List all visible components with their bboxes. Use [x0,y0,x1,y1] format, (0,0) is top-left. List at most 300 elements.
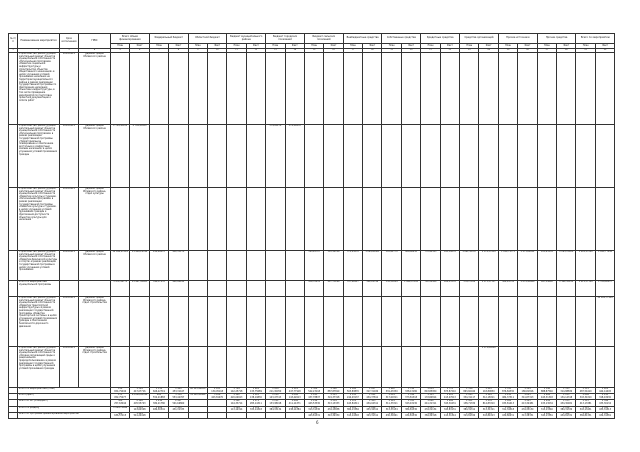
column-index: 25 [498,49,517,53]
value-cell: 459,35451 [304,281,323,297]
value-cell [576,297,595,347]
value-cell: 815,59076 [440,251,459,281]
total-value-cell: 1 340 433,30134 [595,400,614,406]
value-cell [266,251,285,281]
value-cell [537,188,556,251]
value-cell [460,188,479,251]
total-value-cell: 1 034 433,13034 [537,400,556,406]
value-cell [130,188,149,251]
sub-header-plan: План [421,44,440,49]
value-cell [266,347,285,388]
value-cell [169,188,188,251]
value-cell: 422,90242 [169,281,188,297]
total-value-cell: 1 013 413,07013 [440,394,459,400]
value-cell: 390,37035 [149,281,168,297]
total-value-cell: 150 654,79040 [111,388,130,394]
measure-grbs: Администрация Обливского района [79,251,111,281]
total-value-cell: 1 843 384,30318 [421,412,440,418]
value-cell [498,188,517,251]
value-cell [188,297,207,347]
total-value-cell: 1 383 434,04311 [363,400,382,406]
value-cell: 374,18476 [285,125,304,188]
value-cell [207,53,226,125]
column-index: 3 [60,49,79,53]
value-cell: 1 064,97318 [401,281,420,297]
value-cell [479,297,498,347]
column-index: 27 [537,49,556,53]
total-value-cell: 1 778 873,87210 [440,388,459,394]
value-cell [111,53,130,125]
total-value-cell: 1 343 313,31311 [479,406,498,412]
measure-grbs: Администрация Обливского района, отдел строительства [79,297,111,347]
value-cell [576,188,595,251]
value-cell: 850,13335 [440,281,459,297]
value-cell: 1 293,13480 [557,251,576,281]
value-cell [363,125,382,188]
value-cell [149,188,168,251]
total-value-cell: 1 382 144,33714 [227,400,246,406]
measure-term: 2019-2021 [60,53,79,125]
header-row [9,34,615,44]
total-value-cell: 1 101 420,09913 [227,394,246,400]
total-label: Итого по разделу [18,406,111,412]
value-cell: 11 446,29594 [130,251,149,281]
value-cell [421,188,440,251]
value-cell: 395,28707 [304,251,323,281]
column-header: № п/п [9,34,18,49]
sub-header-plan: План [227,44,246,49]
value-cell [440,347,459,388]
sub-header-fact: Факт [479,44,498,49]
value-cell [246,53,265,125]
column-index: 5 [111,49,130,53]
measure-description: Строительство, реконструкция, капитальный ремонт объектов муниципальной собственности «Развитие физической культуры и спорта» в рамках реализации государственной программы в целях улучшения условий проживания [18,251,60,281]
value-cell [304,297,323,347]
value-cell [382,125,401,188]
value-cell [304,53,323,125]
total-value-cell: 1 114 447,77918 [285,388,304,394]
column-group-header: Всего объем финансирования [111,34,150,44]
total-value-cell: 2 417 591,66860 [169,400,188,406]
column-group-header: Собственные средства [382,34,421,44]
measure-description: Строительство, реконструкция, капитальный ремонт объектов муниципальной собственности «Региональная программа» в рамках реализации государственной программы «Территориальное планирование и обеспечение доступным и комфортным жильем населения» в целях улучшения условий проживания граждан [18,125,60,188]
measure-description: Строительство, реконструкция, капитальный ремонт объектов муниципальной собственности «Региональная программа» «Развитие социальной инфраструктуры и строительство объектов общественного назначения» в целях улучшения условий проживания населения на территории муниципального района в рамках реализации государственной программы по обеспечению населения объектами инфраструктуры, в том числе проведение мероприятий по подготовке проектной документации и оплате работ [18,53,60,125]
column-header: Срок исполнения [60,34,79,49]
column-group-header: Прочие средства [537,34,576,44]
value-cell [169,53,188,125]
value-cell: 1 411,37348 [576,281,595,297]
total-value-cell: 82 123,48950 [188,388,207,394]
value-cell [401,53,420,125]
value-cell [343,188,362,251]
value-cell [343,297,362,347]
total-value-cell: 1 384 113,14314 [227,406,246,412]
sub-header-fact: Факт [363,44,382,49]
value-cell [557,297,576,347]
total-value-cell: 1 343 313,13340 [537,406,556,412]
value-cell [227,281,246,297]
total-value-cell: 1 313 324,37318 [324,394,343,400]
total-value-cell: 1 584 503,83870 [343,388,362,394]
sub-header-fact: Факт [324,44,343,49]
value-cell [440,125,459,188]
column-index: 13 [266,49,285,53]
column-header: Наименование мероприятия [18,34,60,49]
total-value-cell: 1 014 317,60311 [382,394,401,400]
total-value-cell: 1 314 373,81318 [401,394,420,400]
value-cell [440,188,459,251]
total-value-cell: 1 343 384,81330 [401,406,420,412]
sub-header-fact: Факт [169,44,188,49]
table-row [9,347,615,388]
value-cell [304,125,323,188]
total-value-cell: 1 134 384,31330 [557,406,576,412]
total-value-cell: 1 313 343,13431 [576,406,595,412]
total-value-cell: 1 134 431,31333 [169,406,188,412]
value-cell [518,125,537,188]
total-value-cell: 1 141 311,33311 [382,400,401,406]
value-cell [188,347,207,388]
value-cell [227,347,246,388]
column-index: 21 [421,49,440,53]
value-cell [246,347,265,388]
value-cell [382,297,401,347]
value-cell [421,347,440,388]
column-index: 11 [227,49,246,53]
value-cell [130,297,149,347]
total-value-cell: 1 210 382,21780 [149,400,168,406]
value-cell: 1 461,17090 [576,251,595,281]
total-value-cell: 1 343 311,34318 [498,406,517,412]
table-row [9,281,615,297]
value-cell [111,297,130,347]
value-cell: 352,56529 [382,281,401,297]
value-cell [207,188,226,251]
sub-header-plan: План [537,44,556,49]
value-cell [285,347,304,388]
value-cell [557,188,576,251]
sub-header-plan: План [266,44,285,49]
value-cell [266,297,285,347]
value-cell [149,53,168,125]
value-cell: 376,17058 [460,281,479,297]
value-cell [285,251,304,281]
sub-header-plan: План [188,44,207,49]
value-cell: 735,44343 [421,251,440,281]
value-cell [557,347,576,388]
value-cell [518,53,537,125]
column-index: 12 [246,49,265,53]
total-value-cell: 1 431 138,71330 [460,400,479,406]
value-cell [207,297,226,347]
total-value-cell: 1 368 887,87819 [324,388,343,394]
total-value-cell: 1 332 244,03137 [343,394,362,400]
column-index: 10 [207,49,226,53]
value-cell [382,188,401,251]
total-value-cell: 1 384 434,81331 [557,412,576,418]
value-cell [111,188,130,251]
value-cell [149,125,168,188]
total-value-cell: 1 081 441,31311 [421,400,440,406]
sub-header-plan: План [382,44,401,49]
value-cell [207,281,226,297]
total-value-cell: 1 443 118,80830 [479,388,498,394]
value-cell [479,53,498,125]
total-value-cell: 1 313 430,30341 [382,412,401,418]
total-label: Всего по МП (план/факт) [18,400,111,406]
total-value-cell: 1 422 442,14445 [595,388,614,394]
value-cell: 393,62770 [382,251,401,281]
value-cell [343,53,362,125]
value-cell [537,125,556,188]
total-value-cell [169,412,188,418]
table-row [9,53,615,125]
sub-header-plan: План [576,44,595,49]
value-cell [227,125,246,188]
value-cell [363,188,382,251]
total-value-cell: 1 311 333,14318 [246,406,265,412]
measure-description: Строительство, реконструкция, капитальный ремонт объектов муниципальной собственности «Развитие культуры и туризма» «Региональная программа» в рамках реализации государственной программы «Развитие культуры и туризма» в целях улучшения условий проживания граждан и обеспечения доступности объектов культуры для населения [18,188,60,251]
total-value-cell: 1 316 863,60040 [460,388,479,394]
total-value-cell: 3 354 553,42767 [169,394,188,400]
value-cell [440,297,459,347]
financing-table [8,33,615,419]
value-cell [537,297,556,347]
value-cell [421,53,440,125]
total-value-cell: 275 052,75077 [111,394,130,400]
column-index: 29 [576,49,595,53]
total-value-cell: 1 334 313,13333 [324,400,343,406]
value-cell [207,125,226,188]
value-cell [266,281,285,297]
value-cell: 1 271,80912 [518,251,537,281]
sub-header-fact: Факт [246,44,265,49]
column-index: 4 [79,49,111,53]
value-cell [188,188,207,251]
value-cell: 3 472,49772 [111,281,130,297]
value-cell [149,347,168,388]
measure-description: Итого по мероприятиям муниципальной программы [18,281,60,297]
column-index: 23 [460,49,479,53]
value-cell [324,297,343,347]
value-cell [266,53,285,125]
total-value-cell [149,412,168,418]
column-index: 9 [188,49,207,53]
value-cell [421,125,440,188]
total-value-cell: 1 343 434,31381 [595,412,614,418]
value-cell [285,53,304,125]
value-cell [479,188,498,251]
total-value-cell: 1 081 343,34330 [324,412,343,418]
total-value-cell: 1 131 814,83310 [479,400,498,406]
total-value-cell: 1 343 433,31313 [595,406,614,412]
measure-term [60,281,79,297]
value-cell [169,125,188,188]
value-cell: 374,18476 [266,125,285,188]
measure-term: 2019-2021 [60,188,79,251]
column-group-header: Федеральный бюджет [149,34,188,44]
total-value-cell: 1 313 434,33130 [518,406,537,412]
total-value-cell: 1 817 317,31180 [363,388,382,394]
column-group-header: Бюджет сельских поселений [304,34,343,44]
total-value-cell: 1 084 343,30431 [440,400,459,406]
total-value-cell: 1 013 384,31311 [460,406,479,412]
measure-grbs: Администрация Обливского района, отдел культуры [79,188,111,251]
column-index: 17 [343,49,362,53]
value-cell [460,125,479,188]
value-cell [246,125,265,188]
value-cell [363,53,382,125]
total-value-cell: 1 080 484,30341 [149,406,168,412]
column-index: 7 [149,49,168,53]
total-value-cell: 1 084 143,42613 [285,394,304,400]
sub-header-fact: Факт [130,44,149,49]
value-cell: 1 558,60217 [595,281,614,297]
measure-term: 2019-2021 [60,251,79,281]
value-cell [595,347,614,388]
value-cell [498,125,517,188]
column-index: 28 [557,49,576,53]
measure-description: Строительство, реконструкция, капитальный ремонт объектов муниципальной собственности «Развитие транспортной инфраструктуры» в рамках реализации государственной программы «Развитие транспортной системы» в целях улучшения условий проживания граждан и обеспечения безопасности дорожного движения [18,297,60,347]
table-row [9,188,615,251]
value-cell [440,53,459,125]
value-cell: 412,35270 [169,251,188,281]
total-value-cell: 1 343 438,14384 [285,406,304,412]
column-index: 1 [9,49,18,53]
value-cell [518,297,537,347]
value-cell [227,251,246,281]
value-cell [479,125,498,188]
value-cell: 395,18766 [324,251,343,281]
column-index: 14 [285,49,304,53]
value-cell: 582,29754 [498,281,517,297]
value-cell [595,53,614,125]
sub-header-fact: Факт [518,44,537,49]
value-cell [557,125,576,188]
total-value-cell: 1 134 313,33134 [382,406,401,412]
value-cell [518,347,537,388]
total-value-cell: 300 257,63044 [111,400,130,406]
sub-header-fact: Факт [595,44,614,49]
sub-header-fact: Факт [285,44,304,49]
sub-header-plan: План [343,44,362,49]
value-cell: 1 182,45412 [557,281,576,297]
value-cell [324,188,343,251]
total-value-cell: 1 113 318,43030 [595,394,614,400]
total-value-cell: 1 742 338,13180 [401,388,420,394]
measure-term: 2019-2021 [60,125,79,188]
total-value-cell: 1 313 314,88830 [557,388,576,394]
value-cell [401,125,420,188]
total-value-cell: 202 552,21883 [149,394,168,400]
value-cell: 2 704,40950 [111,125,130,188]
total-value-cell: 1 013 341,87313 [518,394,537,400]
total-value-cell: 1 313 384,81331 [576,412,595,418]
value-cell [537,347,556,388]
value-cell [498,347,517,388]
total-value-cell: 1 444 453,31167 [169,388,188,394]
value-cell [537,53,556,125]
total-value-cell: 1 343 343,31311 [363,412,382,418]
total-value-cell: 1 614 843,85950 [421,388,440,394]
total-value-cell: 1 942 331,43330 [382,388,401,394]
value-cell: 1 372,00000 [479,347,498,388]
value-cell [401,347,420,388]
table-row [9,297,615,347]
value-cell [595,125,614,188]
row-number-cell [9,281,18,297]
measure-description: Строительство, реконструкция, капитальный ремонт объектов муниципальной собственности «Охрана окружающей среды и рациональное природопользование» в рамках реализации государственной программы в целях улучшения условий проживания граждан [18,347,60,388]
sub-header-fact: Факт [557,44,576,49]
total-value-cell: 1 343 313,81334 [460,412,479,418]
value-cell: 1 375,37317 [479,281,498,297]
value-cell: 1 821,77442 [595,251,614,281]
total-value-cell: 1 313 443,81331 [304,412,323,418]
value-cell: 486,80850 [401,251,420,281]
value-cell: 13 487,41063 [130,281,149,297]
value-cell [401,297,420,347]
measure-grbs: Администрация Обливского района [79,53,111,125]
column-index: 2 [18,49,60,53]
total-value-cell: 1 043 343,13381 [537,412,556,418]
total-value-cell [207,412,226,418]
value-cell [111,347,130,388]
row-number-cell [9,297,18,347]
total-value-cell: 1 143 312,18311 [479,394,498,400]
total-value-cell: 1 114 443,53330 [304,400,323,406]
value-cell [460,347,479,388]
column-index: 24 [479,49,498,53]
value-cell [304,347,323,388]
total-value-cell: 1 313 413,13381 [576,400,595,406]
column-index: 30 [595,49,614,53]
total-value-cell: 460 636,57115 [111,412,130,418]
total-value-cell: 1 324 186,81816 [518,388,537,394]
value-cell: 412,89470 [149,251,168,281]
total-label: Итого по мероприятиям (план) [18,388,111,394]
value-cell: 10 126,77400 [595,297,614,347]
total-value-cell: 21 028,82390 [130,394,149,400]
total-value-cell: 1 134 434,81330 [401,412,420,418]
total-row [9,412,615,418]
total-value-cell: 1 313 343,84313 [479,412,498,418]
total-value-cell: 1 313 876,84330 [498,388,517,394]
total-value-cell: 2 105 130,05118 [207,388,226,394]
measure-term: 2019-2021 [60,347,79,388]
total-value-cell: 1 084 343,34310 [576,394,595,400]
row-number-cell [9,125,18,188]
value-cell [343,125,362,188]
total-value-cell: 1 764 142,25718 [227,388,246,394]
total-value-cell: 1 133 434,30481 [557,400,576,406]
value-cell [227,297,246,347]
value-cell: 897,14890 [537,281,556,297]
value-cell: 447,73298 [324,281,343,297]
value-cell [130,53,149,125]
table-row [9,125,615,188]
total-value-cell: 1 334 313,14318 [343,412,362,418]
total-value-cell: 1 143 437,78837 [304,394,323,400]
value-cell [576,347,595,388]
measure-term: 2019-2021 [60,297,79,347]
total-value-cell: 1 311 443,84311 [343,400,362,406]
value-cell: 1 061,30327 [460,251,479,281]
value-cell [576,125,595,188]
sub-header-plan: План [304,44,323,49]
column-index: 18 [363,49,382,53]
sub-header-fact: Факт [440,44,459,49]
value-cell [285,281,304,297]
